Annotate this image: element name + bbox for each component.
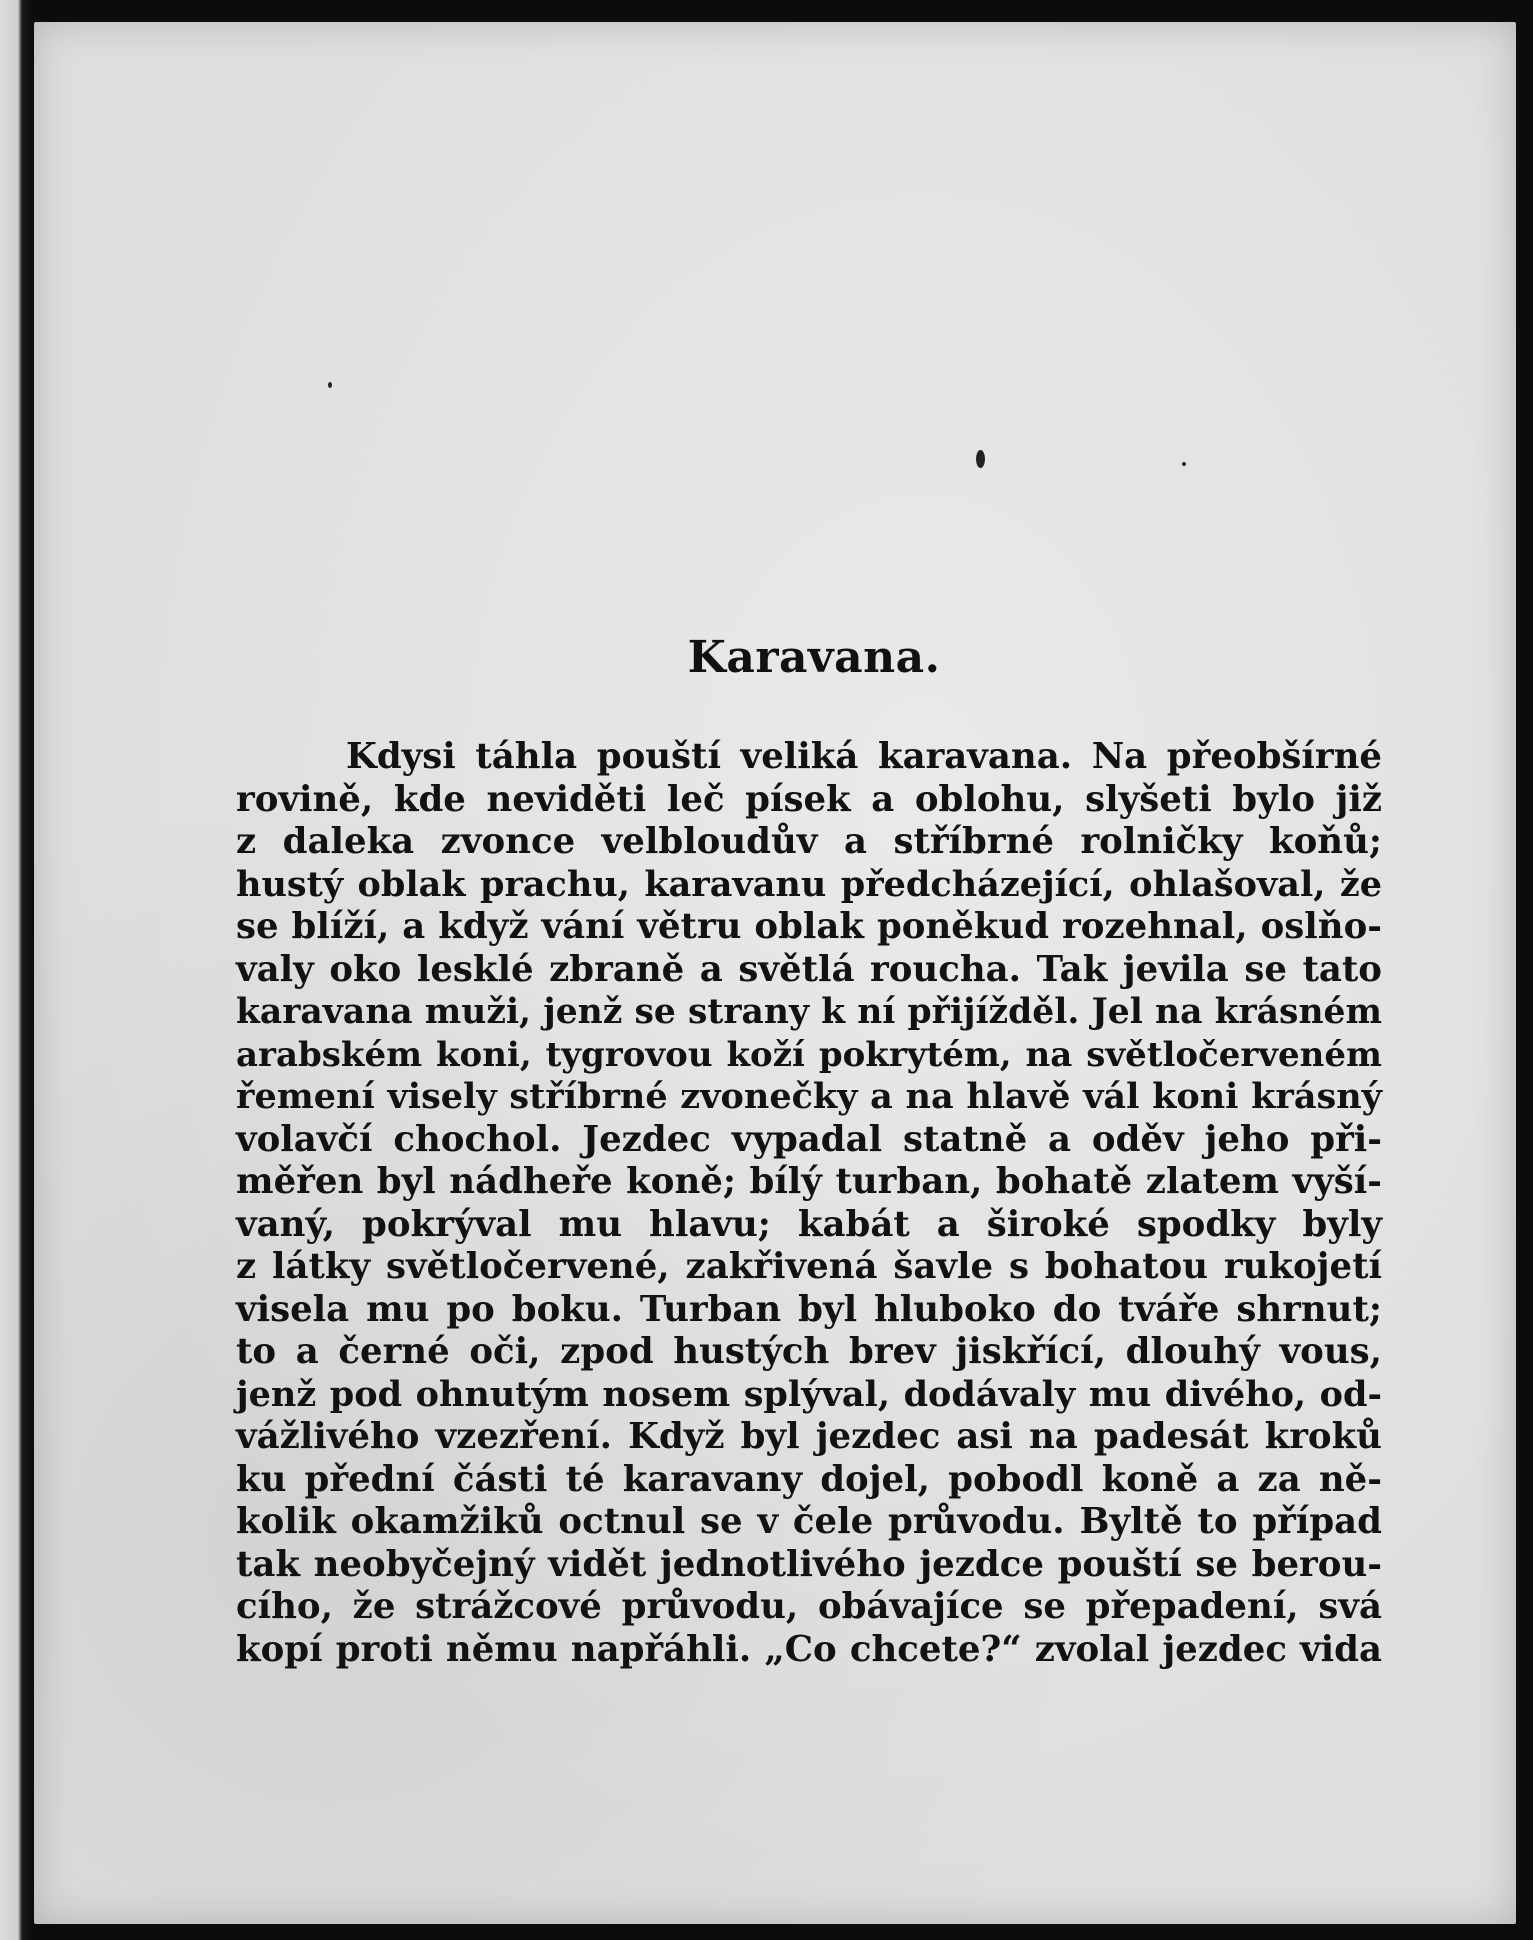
text-line: z daleka zvonce velbloudův a stříbrné rolničky koňů; — [236, 821, 1382, 862]
text-line: valy oko lesklé zbraně a světlá roucha. Tak jevila se tato — [236, 948, 1382, 990]
text-line: se blíží, a když vání větru oblak poněkud rozehnal, oslňo- — [236, 906, 1382, 947]
text-line: karavana muži, jenž se strany k ní přijížděl. Jel na krásném — [236, 992, 1382, 1032]
text-line: jenž pod ohnutým nosem splýval, dodávaly mu divého, od- — [236, 1373, 1382, 1415]
text-line: visela mu po boku. Turban byl hluboko do tváře shrnut; — [236, 1288, 1382, 1330]
text-line: řemení visely stříbrné zvonečky a na hlavě vál koni krásný — [236, 1076, 1382, 1117]
text-line: rovině, kde neviděti leč písek a oblohu, slyšeti bylo již — [236, 778, 1382, 820]
text-line: kolik okamžiků octnul se v čele průvodu. Byltě to případ — [236, 1501, 1382, 1542]
text-line: kopí proti němu napřáhli. „Co chcete?“ zvolal jezdec vida — [236, 1628, 1382, 1670]
ink-speck — [1182, 462, 1186, 466]
text-line: hustý oblak prachu, karavanu předcházející, ohlašoval, že — [236, 863, 1382, 905]
body-text — [236, 736, 1382, 1671]
text-line: Kdysi táhla pouští veliká karavana. Na přeobšírné — [346, 736, 1382, 777]
text-line: cího, že strážcové průvodu, obávajíce se přepadení, svá — [236, 1586, 1382, 1627]
text-line: ku přední části té karavany dojel, pobodl koně a za ně- — [236, 1458, 1382, 1500]
book-gutter — [0, 0, 34, 1940]
text-line: arabském koni, tygrovou koží pokrytém, na světločerveném — [236, 1034, 1382, 1075]
text-line: volavčí chochol. Jezdec vypadal statně a oděv jeho při- — [236, 1118, 1382, 1160]
text-line: tak neobyčejný vidět jednotlivého jezdce pouští se berou- — [236, 1543, 1382, 1585]
text-line: vážlivého vzezření. Když byl jezdec asi na padesát kroků — [236, 1416, 1382, 1457]
text-line: vaný, pokrýval mu hlavu; kabát a široké spodky byly — [236, 1203, 1382, 1245]
text-line: měřen byl nádheře koně; bílý turban, bohatě zlatem vyší- — [236, 1161, 1382, 1202]
text-line: z látky světločervené, zakřivená šavle s bohatou rukojetí — [236, 1246, 1382, 1287]
chapter-title: Karavana. — [687, 632, 941, 683]
ink-speck — [328, 382, 332, 388]
ink-speck — [976, 450, 985, 468]
text-line: to a černé oči, zpod hustých brev jiskřící, dlouhý vous, — [236, 1331, 1382, 1372]
